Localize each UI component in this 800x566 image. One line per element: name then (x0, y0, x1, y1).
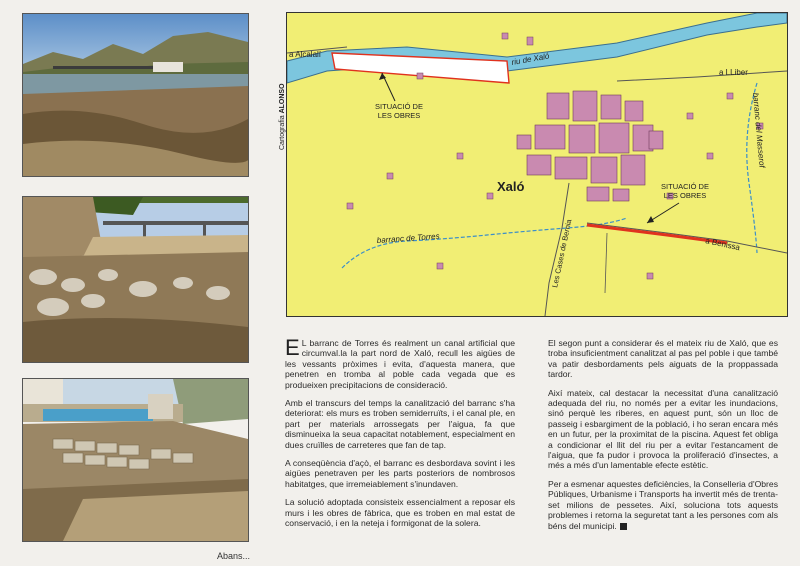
river-xalo (287, 13, 787, 83)
label-works-2-line1: SITUACIÓ DE (661, 182, 709, 191)
photo-caption: Abans... (217, 551, 251, 561)
map-credit: Cartografia ALONSO (279, 83, 286, 150)
paragraph: La solució adoptada consisteix essencialment a reposar els murs i les obres de fàbrica, que es troben en mal estat de conservació, i en la neteja i formigonat de la solera. (285, 497, 515, 529)
label-lliber: a LLiber (719, 68, 748, 77)
paragraph: Amb el transcurs del temps la canalització del barranc s'ha deteriorat: els murs es troben semiderruïts, i el canal ple, en part per materials arrossegats per l'aigua, fa que disminueixa la seua capacitat notablement, especialment en dues cruïlles de carreteres que fan de tap. (285, 398, 515, 450)
label-barranc-torres: barranc de Torres (376, 231, 440, 245)
label-works-1-line1: SITUACIÓ DE (375, 102, 423, 111)
drop-cap: E (285, 335, 300, 360)
photo-barranc-wall (22, 196, 249, 363)
photo-river-bridge (22, 13, 249, 177)
label-street: Les Cases de Bernia (550, 218, 574, 289)
label-works-2-line2: LES OBRES (663, 191, 707, 200)
paragraph: El segon punt a considerar és el mateix riu de Xaló, que es troba insuficientment canalitzat al pas pel poble i que també va patir desbordaments pels aiguats de la proppassada tardor. (548, 338, 778, 380)
label-alcalali: a Alcalalí (289, 50, 322, 59)
label-benissa: a Benissa (704, 236, 741, 253)
paragraph: Per a esmenar aquestes deficiències, la Conselleria d'Obres Públiques, Urbanisme i Transports ha invertit més de trenta-set milions de pessetes. Així, soluciona tots aquests problemes i retorna la seguretat tant a les persones com als béns del municipi. (548, 478, 778, 531)
label-town: Xaló (497, 179, 525, 194)
paragraph: Així mateix, cal destacar la necessitat d'una canalització adequada del riu, no només per a evitar les inundacions, sinó perquè les riberes, en aquest punt, són un lloc de passeig i esbargiment de la població, i ho seran encara més en un futur, per la proximitat de la piscina. Aquest fet obliga a condicionar el llit del riu per a evitar l'estancament de l'aigua, que fa pudor i provoca la proliferació d'insectes, a més a més d'un lamentable efecte estètic. (548, 387, 778, 471)
label-works-1-line2: LES OBRES (377, 111, 421, 120)
text-column-2 (548, 338, 778, 539)
paragraph: A conseqüència d'açò, el barranc es desbordava sovint i les aigües penetraven per les parts posteriors de nombrosos habitatges, que irremeiablement s'inundaven. (285, 458, 515, 489)
label-river: riu de Xaló (510, 51, 551, 67)
town-blocks (517, 91, 663, 201)
road-lliber (617, 71, 787, 81)
end-mark (620, 523, 627, 530)
photo-pool-wall (22, 378, 249, 542)
text-column-1 (285, 335, 515, 537)
label-barranc-masserof: barranc del Masserof (751, 92, 767, 169)
paragraph: E L barranc de Torres és realment un canal artificial que circumval.la la part nord de Xaló, recull les aigües de les vessants pròximes i evita, d'aquesta manera, que penetren en tromba al poble cada vegada que es produeixen precipitacions de consideració. (285, 335, 515, 390)
map-xalo (286, 12, 788, 317)
